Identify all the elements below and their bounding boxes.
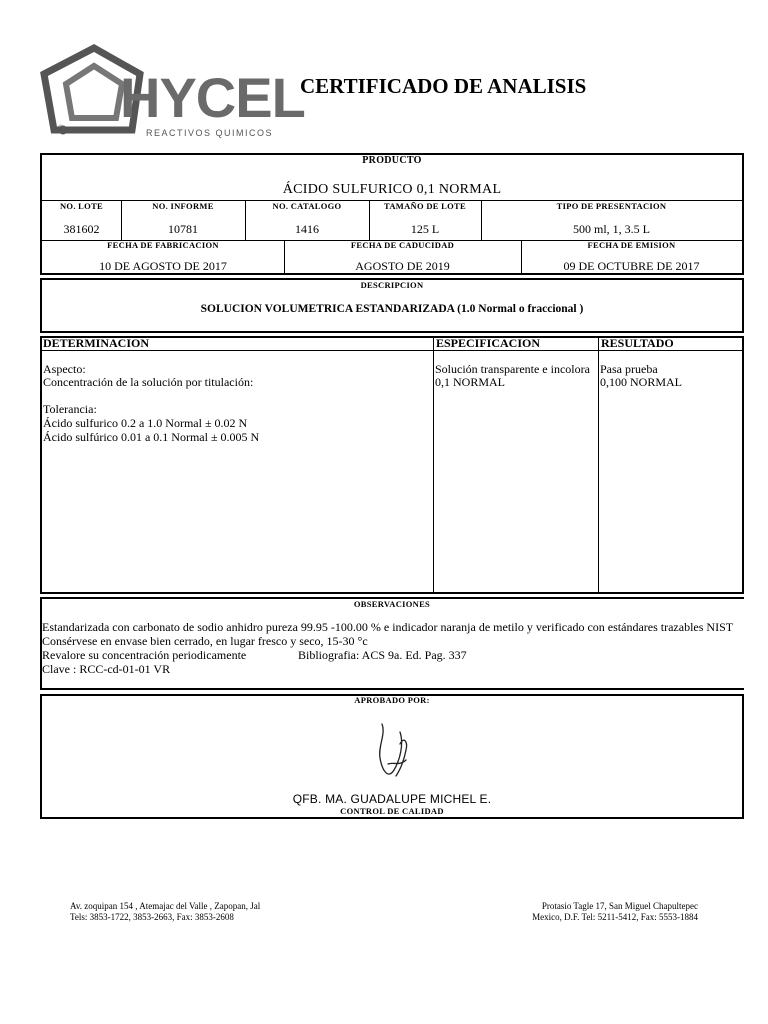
catalog-number-label: NO. CATALOGO	[272, 201, 342, 211]
observation-line: Revalore su concentración periodicamente	[42, 648, 247, 662]
determination-line: Ácido sulfurico 0.2 a 1.0 Normal ± 0.02 N	[43, 416, 248, 430]
specification-line: Solución transparente e incolora	[435, 362, 590, 376]
lot-size-label: TAMAÑO DE LOTE	[384, 201, 466, 211]
expiry-date-value: AGOSTO DE 2019	[355, 259, 450, 273]
specification-header: ESPECIFICACION	[436, 336, 541, 350]
page-title: CERTIFICADO DE ANALISIS	[300, 74, 587, 98]
lot-size-value: 125 L	[410, 222, 440, 236]
signature-icon	[360, 714, 420, 784]
report-number-label: NO. INFORME	[152, 201, 214, 211]
footer-left-phones: Tels: 3853-1722, 3853-2663, Fax: 3853-2608	[70, 912, 234, 922]
logo-brand: HYCEL	[120, 66, 305, 129]
approver-name: QFB. MA. GUADALUPE MICHEL E.	[292, 792, 492, 806]
determination-line: Concentración de la solución por titulación:	[43, 375, 254, 389]
result-header: RESULTADO	[601, 336, 674, 350]
observation-line: Consérvese en envase bien cerrado, en lugar fresco y seco, 15-30 °c	[42, 634, 368, 648]
determination-line: Tolerancia:	[43, 402, 97, 416]
quality-control-label: CONTROL DE CALIDAD	[340, 806, 444, 816]
observations-label: OBSERVACIONES	[353, 599, 431, 609]
footer-right-phones: Mexico, D.F. Tel: 5211-5412, Fax: 5553-1884	[532, 912, 698, 922]
lot-number-value: 381602	[63, 222, 100, 236]
observation-line: Clave : RCC-cd-01-01 VR	[42, 662, 171, 676]
issue-date-value: 09 DE OCTUBRE DE 2017	[563, 259, 700, 273]
determination-line: Aspecto:	[43, 362, 86, 376]
result-line: Pasa prueba	[600, 362, 658, 376]
presentation-type-label: TIPO DE PRESENTACION	[556, 201, 667, 211]
catalog-number-value: 1416	[295, 222, 319, 236]
manufacture-date-label: FECHA DE FABRICACION	[107, 240, 219, 250]
logo-registered-mark: ®	[58, 124, 64, 132]
company-logo	[38, 44, 305, 138]
expiry-date-label: FECHA DE CADUCIDAD	[350, 240, 455, 250]
result-line: 0,100 NORMAL	[600, 375, 683, 389]
description-label: DESCRIPCION	[360, 280, 424, 290]
bibliography-text: Bibliografia: ACS 9a. Ed. Pag. 337	[298, 648, 467, 662]
lot-number-label: NO. LOTE	[59, 201, 104, 211]
description-text: SOLUCION VOLUMETRICA ESTANDARIZADA (1.0 Normal o fraccional )	[200, 303, 584, 315]
report-number-value: 10781	[168, 222, 198, 236]
manufacture-date-value: 10 DE AGOSTO DE 2017	[99, 259, 227, 273]
logo-subtitle: REACTIVOS QUIMICOS	[146, 128, 274, 138]
footer-right-address: Protasio Tagle 17, San Miguel Chapultepec	[541, 901, 698, 911]
footer-left-address: Av. zoquipan 154 , Atemajac del Valle , Zapopan, Jal	[70, 901, 261, 911]
issue-date-label: FECHA DE EMISION	[587, 240, 676, 250]
presentation-type-value: 500 ml, 1, 3.5 L	[573, 222, 650, 236]
product-name: ÁCIDO SULFURICO 0,1 NORMAL	[282, 182, 502, 197]
product-label: PRODUCTO	[362, 155, 422, 166]
approved-by-label: APROBADO POR:	[354, 695, 430, 705]
product-section	[40, 153, 744, 275]
determination-header: DETERMINACION	[43, 336, 150, 350]
determination-line: Ácido sulfúrico 0.01 a 0.1 Normal ± 0.005 N	[43, 430, 260, 444]
specification-line: 0,1 NORMAL	[435, 375, 506, 389]
observation-line: Estandarizada con carbonato de sodio anhidro pureza 99.95 -100.00 % e indicador naranja de metilo y verificado con estándares trazables NIST	[42, 620, 734, 634]
